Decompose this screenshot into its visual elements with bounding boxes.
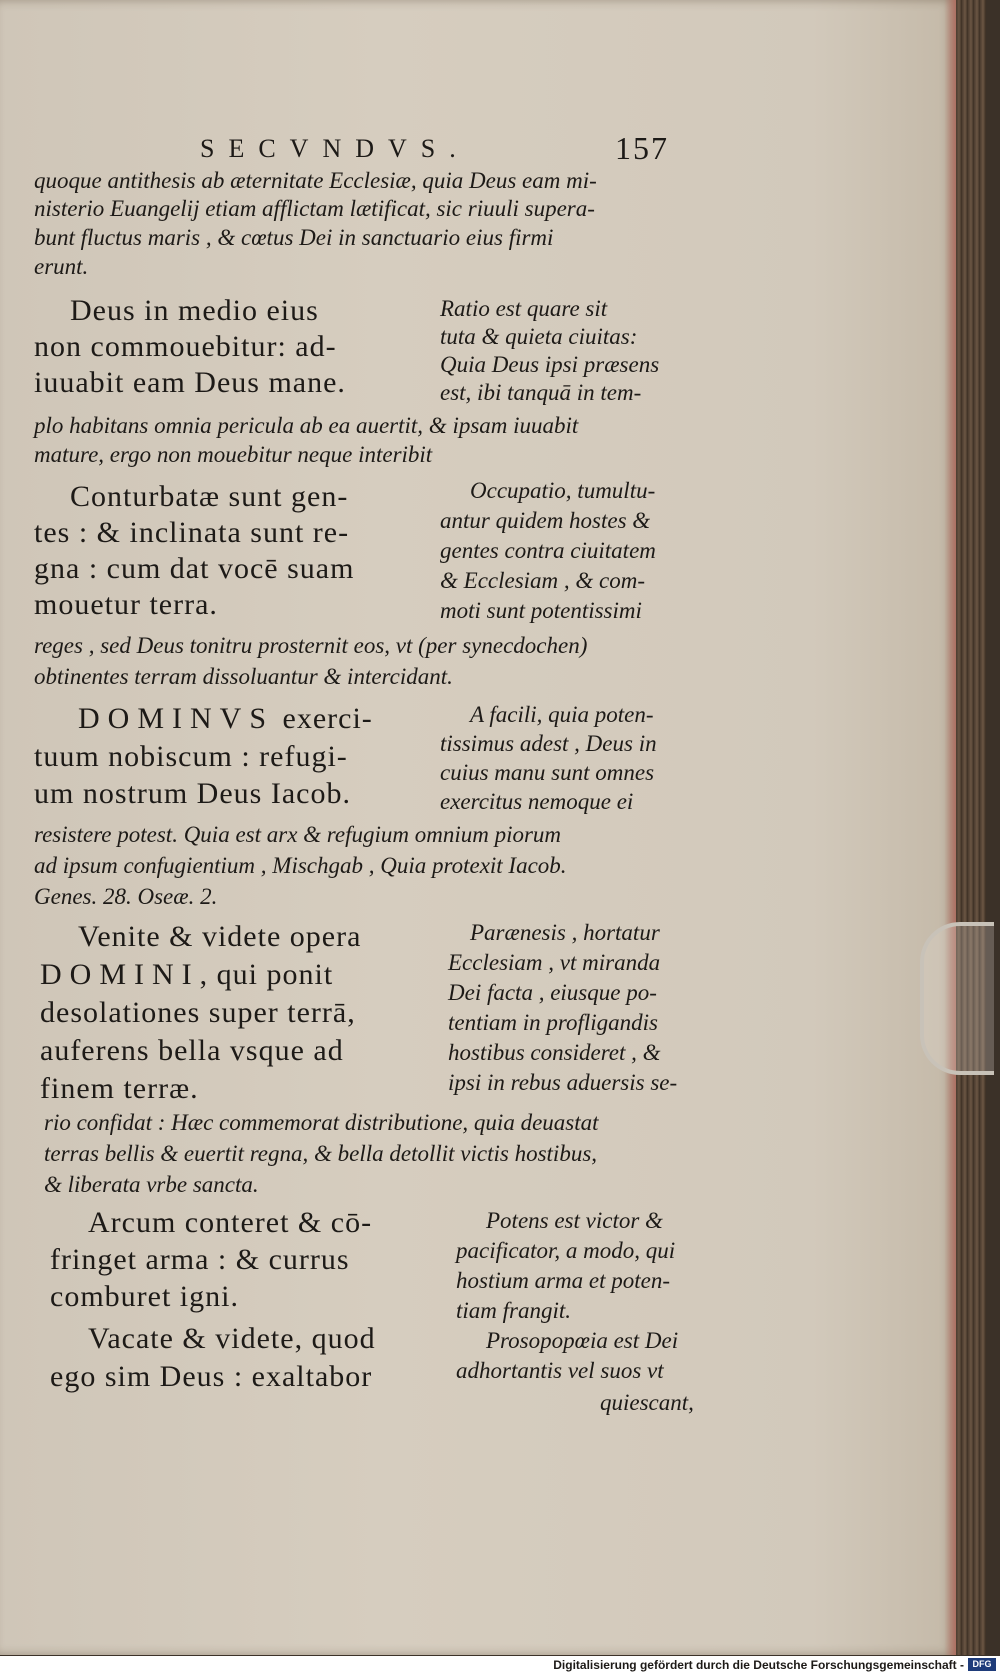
dfg-logo: DFG <box>968 1658 996 1671</box>
verse-fragment: exerci- <box>282 702 373 735</box>
dominus-name: DOMINVS <box>78 702 275 735</box>
gloss-continuation: reges , sed Deus tonitru prosternit eos, vt (per synecdochen) <box>34 633 588 658</box>
gloss-line: est, ibi tanquā in tem- <box>440 380 642 405</box>
gloss-line: hostium arma et poten- <box>456 1268 671 1293</box>
verse-line: ego sim Deus : exaltabor <box>50 1360 373 1393</box>
gloss-line: Dei facta , eiusque po- <box>448 980 657 1005</box>
verse-line: Conturbatæ sunt gen- <box>70 480 349 513</box>
gloss-line: & Ecclesiam , & com- <box>440 568 646 593</box>
gloss-continuation: rio confidat : Hæc commemorat distributione, quia deuastat <box>44 1110 599 1135</box>
gloss-line: Prosopopœia est Dei <box>486 1328 679 1353</box>
gloss-continuation: Genes. 28. Oseæ. 2. <box>34 884 218 909</box>
gloss-continuation: resistere potest. Quia est arx & refugium omnium piorum <box>34 822 562 847</box>
gloss-line: Quia Deus ipsi præsens <box>440 352 660 377</box>
page-red-edge <box>944 0 956 1655</box>
verse-fragment: , qui ponit <box>199 958 334 991</box>
gloss-line: gentes contra ciuitatem <box>440 538 656 563</box>
gloss-continuation: plo habitans omnia pericula ab ea auertit, & ipsam iuuabit <box>34 413 579 438</box>
book-edge <box>956 0 986 1655</box>
intro-line: quoque antithesis ab æternitate Ecclesiæ, quia Deus eam mi- <box>34 168 597 193</box>
gloss-continuation: & liberata vrbe sancta. <box>44 1172 259 1197</box>
verse-line: fringet arma : & currus <box>50 1243 350 1276</box>
gloss-continuation: obtinentes terram dissoluantur & intercidant. <box>34 664 453 689</box>
verse-line: mouetur terra. <box>34 588 218 621</box>
verse-line: um nostrum Deus Iacob. <box>34 777 351 810</box>
gloss-line: A facili, quia poten- <box>470 702 654 727</box>
gloss-line: Potens est victor & <box>486 1208 663 1233</box>
verse-line: tuum nobiscum : refugi- <box>34 740 348 773</box>
gloss-continuation: terras bellis & euertit regna, & bella detollit victis hostibus, <box>44 1141 598 1166</box>
digitization-credit-bar <box>0 1656 1000 1674</box>
running-title: SECVNDVS. <box>200 134 470 163</box>
gloss-line: tiam frangit. <box>456 1298 572 1323</box>
gloss-line: exercitus nemoque ei <box>440 789 634 814</box>
dominus-name: DOMINI <box>40 958 200 991</box>
verse-line: Vacate & videte, quod <box>88 1322 376 1355</box>
verse-line: Deus in medio eius <box>70 294 319 327</box>
verse-line: gna : cum dat vocē suam <box>34 552 355 585</box>
verse-line <box>40 958 333 992</box>
intro-line: bunt fluctus maris , & cœtus Dei in sanctuario eius firmi <box>34 225 554 250</box>
verse-line: Arcum conteret & cō- <box>88 1206 373 1239</box>
gloss-line: Ecclesiam , vt miranda <box>448 950 661 975</box>
verse-line: comburet igni. <box>50 1280 239 1313</box>
verse-line: desolationes super terrā, <box>40 996 356 1029</box>
verse-line: auferens bella vsque ad <box>40 1034 344 1067</box>
gloss-line: Occupatio, tumultu- <box>470 478 656 503</box>
gloss-line: cuius manu sunt omnes <box>440 760 655 785</box>
gloss-continuation: mature, ergo non mouebitur neque interibit <box>34 442 433 467</box>
page-number: 157 <box>615 130 669 166</box>
gloss-line: ipsi in rebus aduersis se- <box>448 1070 678 1095</box>
paper-clip-icon <box>920 922 994 1075</box>
verse-line: Venite & videte opera <box>78 920 362 953</box>
verse-line: tes : & inclinata sunt re- <box>34 516 350 549</box>
gloss-line: quiescant, <box>600 1390 694 1415</box>
verse-line: non commouebitur: ad- <box>34 330 337 363</box>
gloss-line: hostibus consideret , & <box>448 1040 661 1065</box>
gloss-line: moti sunt potentissimi <box>440 598 642 623</box>
gloss-continuation: ad ipsum confugientium , Mischgab , Quia protexit Iacob. <box>34 853 567 878</box>
gloss-line: tuta & quieta ciuitas: <box>440 324 638 349</box>
gloss-line: antur quidem hostes & <box>440 508 651 533</box>
gloss-line: adhortantis vel suos vt <box>456 1358 664 1383</box>
intro-line: erunt. <box>34 254 89 279</box>
gloss-line: tentiam in profligandis <box>448 1010 658 1035</box>
gloss-line: Ratio est quare sit <box>440 296 608 321</box>
verse-line: finem terræ. <box>40 1072 199 1105</box>
gloss-line: pacificator, a modo, qui <box>456 1238 676 1263</box>
gloss-line: Parænesis , hortatur <box>470 920 660 945</box>
funding-credit: Digitalisierung gefördert durch die Deutsche Forschungsgemeinschaft - <box>553 1658 964 1672</box>
verse-line <box>78 702 373 736</box>
verse-line: iuuabit eam Deus mane. <box>34 366 346 399</box>
intro-line: nisterio Euangelij etiam afflictam lætificat, sic riuuli supera- <box>34 196 595 221</box>
gloss-line: tissimus adest , Deus in <box>440 731 657 756</box>
